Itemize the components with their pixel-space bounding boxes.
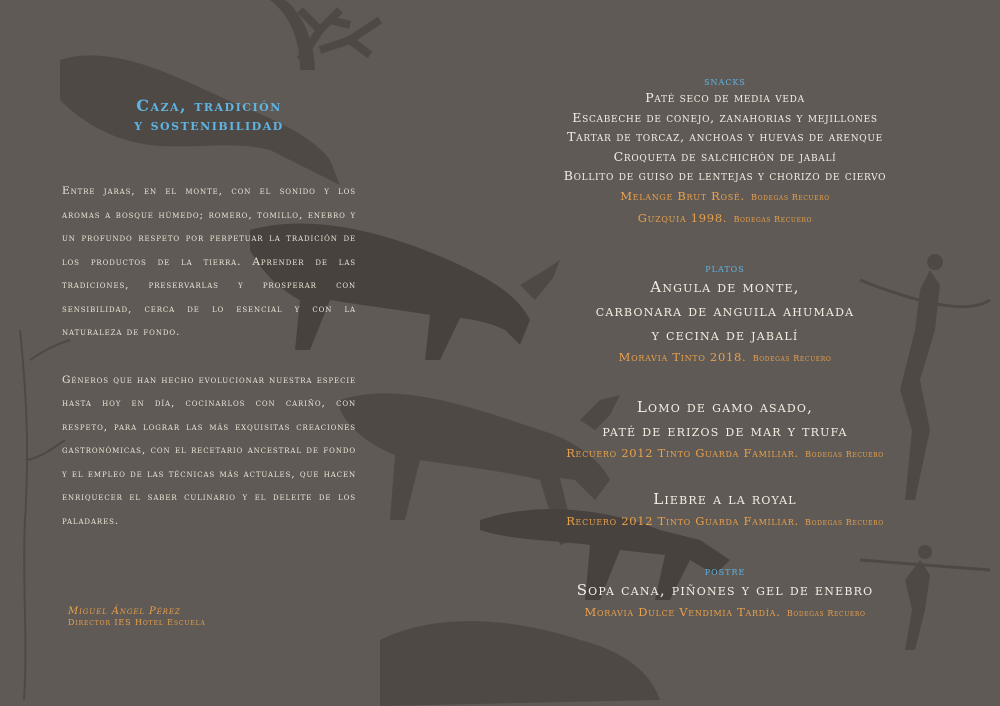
wine-name: Moravia Dulce Vendimia Tardía. xyxy=(584,604,781,619)
wine-pairing xyxy=(500,443,950,465)
snack-item: Tartar de torcaz, anchoas y huevas de arenque xyxy=(567,129,883,144)
dish-line: carbonara de anguila ahumada xyxy=(595,301,855,320)
dish-line: paté de erizos de mar y trufa xyxy=(602,421,848,440)
dish-line: Angula de monte, xyxy=(650,277,800,296)
wine-bodega: Bodegas Recuero xyxy=(733,214,813,224)
wine-bodega: Bodegas Recuero xyxy=(786,608,866,618)
intro-column xyxy=(62,92,356,533)
dish-line: y cecina de jabalí xyxy=(651,325,799,344)
intro-title xyxy=(62,96,356,134)
snack-item: Bollito de guiso de lentejas y chorizo de ciervo xyxy=(563,168,887,183)
dish-line: Lomo de gamo asado, xyxy=(636,397,814,416)
wine-pairing xyxy=(500,186,950,208)
wine-pairing xyxy=(500,347,950,369)
section-title-snacks: snacks xyxy=(704,74,746,88)
section-title-platos: platos xyxy=(705,260,745,275)
dish-line: Sopa cana, piñones y gel de enebro xyxy=(576,580,874,599)
section-title-postre: postre xyxy=(704,563,746,578)
menu-column xyxy=(500,74,950,624)
wine-bodega: Bodegas Recuero xyxy=(805,517,884,527)
wine-pairing xyxy=(500,511,950,533)
intro-title-line1: Caza, tradición xyxy=(136,96,282,115)
snack-item: Paté seco de media veda xyxy=(645,90,805,105)
wine-bodega: Bodegas Recuero xyxy=(751,192,830,202)
snack-item: Croqueta de salchichón de jabalí xyxy=(613,148,837,164)
signature-name: Miguel Ángel Pérez xyxy=(68,606,181,617)
intro-paragraph-1: Entre jaras, en el monte, con el sonido y los aromas a bosque húmedo; romero, tomillo, enebro y un profundo respeto por perpetuar la tradición de los productos de la tierra. Aprender de las tradiciones, preservarlas y prosperar con sensibilidad, cerca de lo esencial y con la naturaleza de fondo. xyxy=(62,185,356,338)
wine-name: Melange Brut Rosé. xyxy=(620,188,745,203)
wine-name: Recuero 2012 Tinto Guarda Familiar. xyxy=(566,513,799,528)
wine-bodega: Bodegas Recuero xyxy=(805,449,884,459)
wine-bodega: Bodegas Recuero xyxy=(752,353,832,363)
wine-pairing xyxy=(500,602,950,624)
intro-paragraph-2: Géneros que han hecho evolucionar nuestra especie hasta hoy en día, cocinarlos con cariño, con respeto, para lograr las más exquisitas creaciones gastronómicas, con el recetario ancestral de fondo y el empleo de las técnicas más actuales, que hacen enriquecer el saber culinario y el deleite de los paladares. xyxy=(62,373,356,527)
signature xyxy=(68,606,206,627)
intro-title-line2: y sostenibilidad xyxy=(134,115,284,134)
wine-pairing xyxy=(500,208,950,230)
snack-item: Escabeche de conejo, zanahorias y mejillones xyxy=(572,109,878,125)
signature-role: Director IES Hotel Escuela xyxy=(68,618,206,627)
wine-name: Moravia Tinto 2018. xyxy=(618,349,747,364)
wine-name: Recuero 2012 Tinto Guarda Familiar. xyxy=(566,445,799,460)
dish-line: Liebre a la royal xyxy=(653,489,797,508)
wine-name: Guzquia 1998. xyxy=(637,210,728,225)
